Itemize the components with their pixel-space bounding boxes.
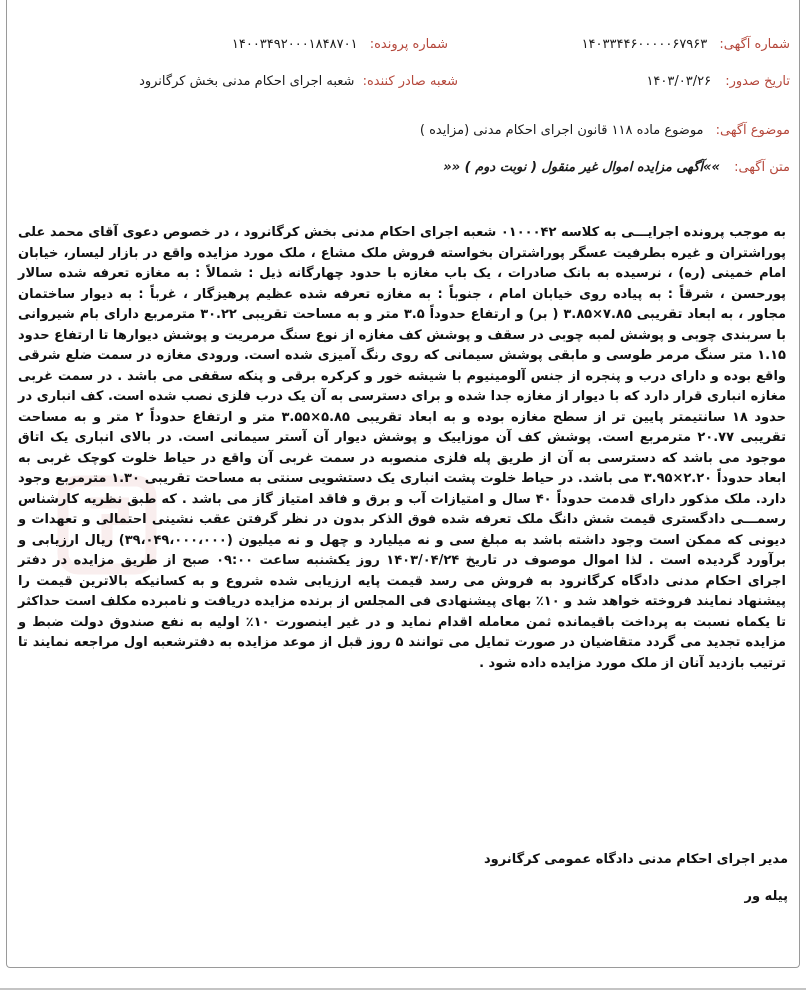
ad-text-row: [443, 159, 790, 177]
ad-number-label: شماره آگهی:: [719, 37, 790, 52]
ad-number-row: [582, 36, 790, 54]
issuer-row: [139, 73, 458, 91]
notice-body-text: به موجب پرونده اجرایـــی به کلاسه ۰۱۰۰۰۴۲ شعبه اجرای احکام مدنی بخش کرگانرود ، در خصوص دعوی آقای محمد علی پوراشتران و غیره بطرفیت عسگر پوراشتران بخواسته فروش ملک مشاع ، ملک مورد مزایده واقع در بازار لیسار، خیابان امام خمینی (ره) ، نرسیده به بانک صادرات ، یک باب مغازه با حدود چهارگانه ذیل : شمالاً : به مغازه تعرفه شده سالار پورحسن ، شرقاً : به پیاده روی خیابان امام ، جنوباً : به مغازه تعرفه شده عظیم پرهیزگار ، غرباً : به دیوار ساختمان مجاور ، به ابعاد تقریبی ۷.۸۵×۳.۸۵ ( بر) و ارتفاع حدوداً ۳.۵ متر و به مساحت تقریبی ۳۰.۲۲ مترمربع دارای بام شیروانی با سربندی چوبی و پوشش لمبه چوبی در سقف و پوشش کف مغازه از نوع سنگ مرمریت و پوشش دیوارها تا ارتفاع حدود ۱.۱۵ متر سنگ مرمر طوسی و مابقی پوشش سیمانی که روی رنگ آمیزی شده است. ورودی مغازه در سمت ضلع شرقی واقع بوده و دارای درب و پنجره از جنس آلومینیوم با شیشه خور و کرکره برقی و پنکه سقفی می باشد . در سمت غربی مغازه انباری قرار دارد که با دیوار از مغازه جدا شده و برای دسترسی به آن یک درب فلزی نصب شده است. کف انباری در حدود ۱۸ سانتیمتر پایین تر از سطح مغازه بوده و به ابعاد تقریبی ۵.۸۵×۳.۵۵ متر و ارتفاع حدوداً ۲ متر و به مساحت تقریبی ۲۰.۷۷ مترمربع است. پوشش کف آن موزاییک و پوشش دیوار آن آستر سیمانی است. در بالای انباری یک اتاق موجود می باشد که دسترسی به آن از طریق پله فلزی منصوبه در سمت غربی آن واقع در حیاط خلوت کوچک غربی به ابعاد حدوداً ۲.۲۰×۳.۹۵ می باشد. در حیاط خلوت پشت انباری یک دستشویی سنتی به مساحت تقریبی ۱.۳۰ مترمربع وجود دارد. ملک مذکور دارای قدمت حدوداً ۴۰ سال و امتیازات آب و برق و فاقد امتیاز گاز می باشد . که طبق نظریه کارشناس رسمـــی دادگستری قیمت شش دانگ ملک تعرفه شده فوق الذکر بدون در نظر گرفتن عقب نشینی احتمالی و تعهدات و دیونی که ممکن است وجود داشته باشد به مبلغ سی و نه میلیارد و چهل و نه میلیون (۳۹،۰۴۹،۰۰۰،۰۰۰) ریال ارزیابی و برآورد گردیده است . لذا اموال موصوف در تاریخ ۱۴۰۳/۰۴/۲۴ روز یکشنبه ساعت ۰۹:۰۰ صبح از طریق مزایده در دفتر اجرای احکام مدنی دادگاه کرگانرود به فروش می رسد قیمت پایه ارزیابی شده شروع و به کسانیکه بالاترین قیمت را پیشنهاد نمایند فروخته خواهد شد و ۱۰٪ بهای پیشنهادی فی المجلس از برنده مزایده دریافت و نامبرده مکلف است حداکثر تا یکماه نسبت به پرداخت باقیمانده ثمن معامله اقدام نماید و در غیر اینصورت ۱۰٪ اولیه به نفع صندوق دولت ضبط و مزایده تجدید می گردد متقاضیان در صورت تمایل می توانند ۵ روز قبل از موعد مزایده به دفترشعبه اول مراجعه نمایند تا ترتیب بازدید آنان از ملک مورد مزایده داده شود .: [18, 225, 787, 671]
ad-number-value: ۱۴۰۳۳۴۴۶۰۰۰۰۰۶۷۹۶۳: [581, 37, 708, 52]
file-number-label: شماره پرونده:: [369, 37, 448, 52]
subject-row: [420, 122, 790, 140]
bottom-divider: [0, 988, 806, 990]
signature-name: پیله ور: [744, 889, 788, 904]
issuer-label: شعبه صادر کننده:: [362, 74, 458, 89]
ad-text-title: »»آگهی مزایده اموال غیر منقول ( نوبت دوم ) ««: [443, 160, 720, 175]
file-number-value: ۱۴۰۰۳۴۹۲۰۰۰۱۸۴۸۷۰۱: [231, 37, 358, 52]
issue-date-value: ۱۴۰۳/۰۳/۲۶: [646, 74, 712, 89]
file-number-row: [232, 36, 448, 54]
issue-date-row: [646, 73, 790, 91]
issuer-value: شعبه اجرای احکام مدنی بخش کرگانرود: [139, 74, 355, 89]
subject-value: موضوع ماده ۱۱۸ قانون اجرای احکام مدنی (مزایده ): [419, 123, 704, 138]
ad-text-label: متن آگهی:: [734, 160, 790, 175]
signature-title: مدیر اجرای احکام مدنی دادگاه عمومی کرگانرود: [483, 852, 788, 867]
subject-label: موضوع آگهی:: [715, 123, 790, 138]
issue-date-label: تاریخ صدور:: [725, 74, 790, 89]
